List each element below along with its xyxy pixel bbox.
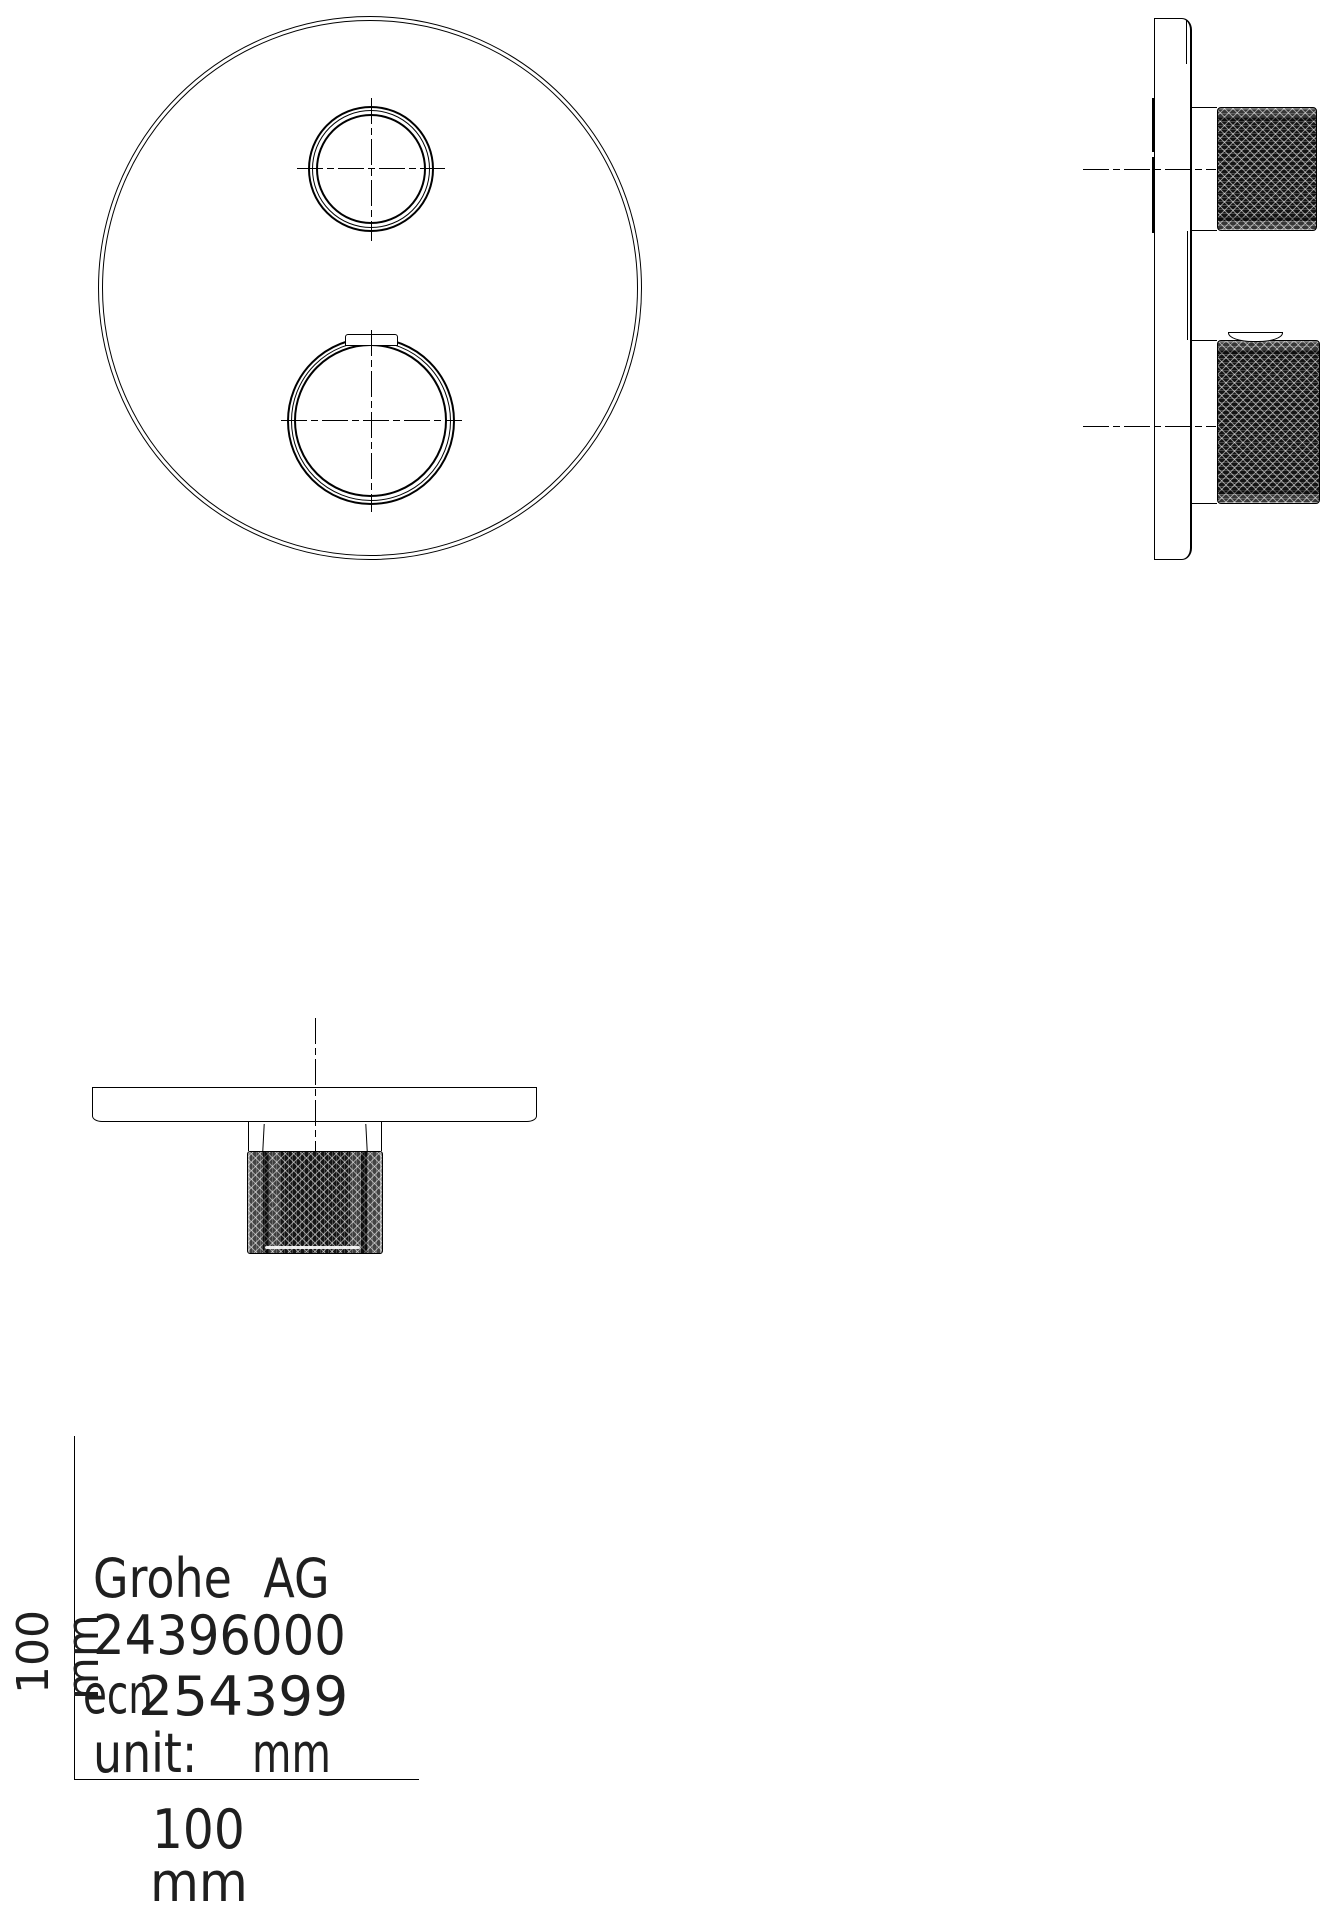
side-bottom-knob-neck <box>1192 340 1217 504</box>
side-top-knob-centerline <box>1083 169 1216 170</box>
scale-ruler-vertical-line <box>74 1436 75 1780</box>
ecn-label-text: ecn <box>83 1663 153 1726</box>
horizontal-scale-value: 100 <box>152 1798 245 1861</box>
top-knob-centerline-v <box>371 98 372 241</box>
side-bottom-knob-knurl <box>1217 340 1320 504</box>
side-top-knob-knurl <box>1217 107 1317 231</box>
vertical-scale-value: 100 <box>8 1610 59 1694</box>
ecn-number-text: 254399 <box>138 1665 349 1728</box>
side-hidden-edge-upper <box>1152 98 1155 152</box>
manufacturer-text: Grohe AG <box>93 1547 330 1610</box>
vertical-scale-unit: mm <box>58 1614 109 1700</box>
product-number-text: 24396000 <box>93 1604 346 1667</box>
bottom-view-centerline <box>315 1018 316 1152</box>
bottom-knurl-chamfer-highlight <box>265 1246 360 1249</box>
bottom-knob-centerline-v <box>371 330 372 512</box>
side-faceplate-face-line-mid <box>1187 231 1188 340</box>
side-bottom-knob-centerline <box>1083 426 1216 427</box>
unit-label-text: unit: <box>93 1722 198 1785</box>
unit-value-text: mm <box>252 1722 331 1785</box>
horizontal-scale-unit: mm <box>150 1851 248 1914</box>
bottom-knob-knurl <box>247 1151 383 1254</box>
side-faceplate-face-line-upper <box>1186 20 1187 64</box>
